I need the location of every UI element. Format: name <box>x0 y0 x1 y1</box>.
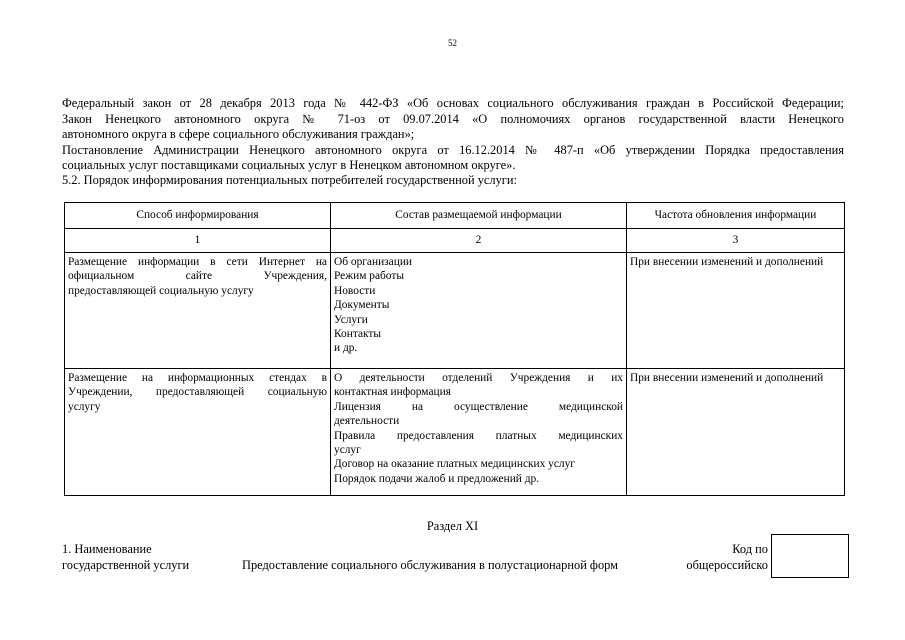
service-name: Предоставление социального обслуживания в полустационарной форм <box>242 558 618 572</box>
row2-content-line: услуг <box>334 444 361 457</box>
column-number-3: 3 <box>627 229 845 253</box>
row2-frequency: При внесении изменений и дополнений <box>627 369 845 496</box>
code-label-line1: Код по <box>732 542 768 556</box>
row1-content-line: Новости <box>334 284 376 297</box>
row2-content-line: Порядок подачи жалоб и предложений др. <box>334 472 540 485</box>
row1-content <box>331 253 627 369</box>
table-header-row <box>65 203 845 229</box>
row2-content-line: О деятельности отделений Учреждения и их <box>334 372 623 384</box>
naming-label-line2: государственной услуги <box>62 558 190 572</box>
row2-content-line: деятельности <box>334 415 400 428</box>
row2-content <box>331 369 627 496</box>
row1-content-line: Услуги <box>334 313 368 326</box>
header-method: Способ информирования <box>65 203 331 229</box>
row2-content-line: Договор на оказание платных медицинских услуг <box>334 458 575 471</box>
code-box[interactable] <box>771 534 849 578</box>
row2-content-line: контактная информация <box>334 386 451 399</box>
legal-line-4: Постановление Администрации Ненецкого автономного округа от 16.12.2014 № 487-п «Об утверждении Порядка предоставления <box>62 143 844 157</box>
row2-method <box>65 369 331 496</box>
table-row <box>65 253 845 369</box>
legal-line-1: Федеральный закон от 28 декабря 2013 года № 442-ФЗ «Об основах социального обслуживания граждан в Российской Федерации; <box>62 96 844 110</box>
row1-method-line: предоставляющей социальную услугу <box>68 284 254 297</box>
information-table <box>64 202 845 496</box>
legal-line-5: социальных услуг поставщиками социальных услуг в Ненецком автономном округе». <box>62 158 516 172</box>
subsection-heading: 5.2. Порядок информирования потенциальных потребителей государственной услуги: <box>62 173 517 187</box>
row1-frequency: При внесении изменений и дополнений <box>627 253 845 369</box>
legal-line-2: Закон Ненецкого автономного округа № 71-оз от 09.07.2014 «О полномочиях органов государственной власти Ненецкого <box>62 112 844 126</box>
page-number: 52 <box>448 38 457 48</box>
row1-content-line: Контакты <box>334 328 382 341</box>
naming-label-line1: 1. Наименование <box>62 542 152 556</box>
row2-method-line: Учреждении, предоставляющей социальную <box>68 386 327 399</box>
row1-content-line: Об организации <box>334 256 413 268</box>
section-title: Раздел XI <box>426 519 479 533</box>
row2-content-line: Правила предоставления платных медицинских <box>334 429 623 442</box>
row1-content-line: Режим работы <box>334 270 404 283</box>
column-number-2: 2 <box>331 229 627 253</box>
row2-method-line: услугу <box>68 400 101 413</box>
row1-method <box>65 253 331 369</box>
row1-content-line: и др. <box>334 342 358 355</box>
row2-method-line: Размещение на информационных стендах в <box>68 372 327 384</box>
code-label-line2: общероссийско <box>686 558 768 572</box>
table-number-row <box>65 229 845 253</box>
row2-content-line: Лицензия на осуществление медицинской <box>334 400 623 413</box>
legal-line-3: автономного округа в сфере социального обслуживания граждан»; <box>62 127 415 141</box>
row1-method-line: Размещение информации в сети Интернет на <box>68 256 327 268</box>
header-content: Состав размещаемой информации <box>331 203 627 229</box>
table-row <box>65 369 845 496</box>
row1-method-line: официальном сайте Учреждения, <box>68 270 327 283</box>
column-number-1: 1 <box>65 229 331 253</box>
header-frequency: Частота обновления информации <box>627 203 845 229</box>
row1-content-line: Документы <box>334 299 390 312</box>
